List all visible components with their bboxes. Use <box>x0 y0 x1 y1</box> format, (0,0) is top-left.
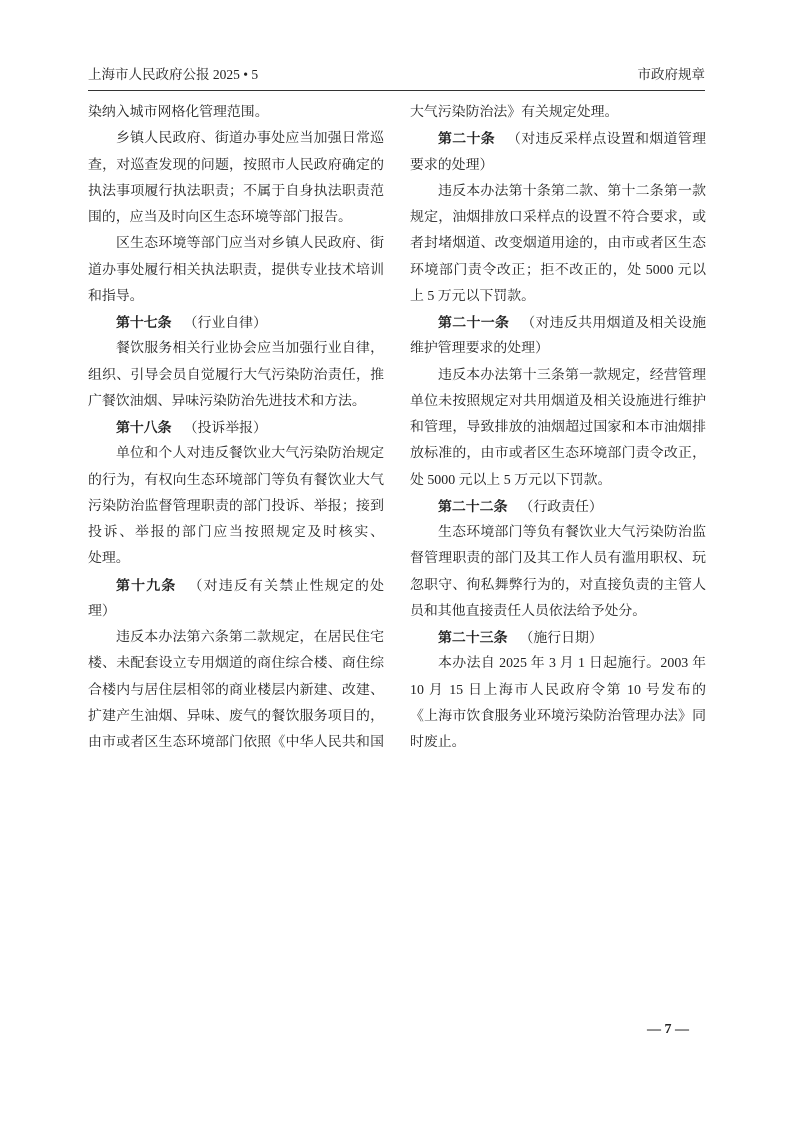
paragraph-line: 和指导。 <box>88 288 144 304</box>
page-number: — 7 — <box>647 1022 689 1037</box>
page-header <box>88 66 705 84</box>
article-title-continued: 要求的处理） <box>410 157 494 173</box>
paragraph-line: 的行为，有权向生态环境部门等负有餐饮业大气 <box>88 472 384 488</box>
paragraph-line: 生态环境部门等负有餐饮业大气污染防治监 <box>438 525 706 540</box>
article-title: （行业自律） <box>183 316 267 331</box>
paragraph-line: 餐饮服务相关行业协会应当加强行业自律， <box>116 341 384 357</box>
paragraph-line: 《上海市饮食服务业环境污染防治管理办法》同 <box>410 708 706 724</box>
paragraph-line: 违反本办法第六条第二款规定，在居民住宅 <box>116 630 384 645</box>
paragraph-line: 规定，油烟排放口采样点的设置不符合要求，或 <box>410 210 706 225</box>
article-number: 第十七条 <box>116 315 172 331</box>
article-heading <box>88 415 384 441</box>
paragraph-line: 执法事项履行执法职责；不属于自身执法职责范 <box>88 183 384 199</box>
paragraph-line: 和管理，导致排放的油烟超过国家和本市油烟排 <box>410 420 706 435</box>
paragraph-line: 10 月 15 日上海市人民政府令第 10 号发布的 <box>410 682 706 698</box>
paragraph-line: 员和其他直接责任人员依法给予处分。 <box>410 603 647 619</box>
paragraph <box>88 441 384 572</box>
paragraph <box>410 100 706 126</box>
paragraph <box>88 625 384 756</box>
paragraph-line: 环境部门责令改正；拒不改正的，处 5000 元以 <box>410 262 706 278</box>
paragraph-line: 大气污染防治法》有关规定处理。 <box>410 105 619 120</box>
paragraph <box>88 231 384 310</box>
paragraph-line: 投诉、举报的部门应当按照规定及时核实、 <box>88 525 384 540</box>
article-title: （对违反共用烟道及相关设施 <box>521 316 706 331</box>
header-rule <box>88 90 705 91</box>
article-number: 第十八条 <box>116 420 172 436</box>
paragraph-line: 处 5000 元以上 5 万元以下罚款。 <box>410 472 612 488</box>
paragraph <box>88 126 384 231</box>
article-title: （行政责任） <box>519 499 603 515</box>
paragraph-line: 违反本办法第十三条第一款规定，经营管理 <box>438 367 706 383</box>
paragraph-line: 处理。 <box>88 551 130 567</box>
paragraph-line: 单位和个人对违反餐饮业大气污染防治规定 <box>116 446 384 462</box>
paragraph-line: 道办事处履行相关执法职责，提供专业技术培训 <box>88 262 384 278</box>
paragraph <box>410 179 706 310</box>
paragraph-line: 乡镇人民政府、街道办事处应当加强日常巡 <box>116 131 384 147</box>
paragraph-line: 污染防治监督管理职责的部门投诉、举报；接到 <box>88 498 384 514</box>
article-number: 第十九条 <box>116 577 177 594</box>
article-heading <box>88 310 384 336</box>
article-heading <box>410 625 706 651</box>
article-title: （投诉举报） <box>183 421 267 436</box>
paragraph <box>410 651 706 756</box>
paragraph-line: 放标准的，由市或者区生态环境部门责令改正， <box>410 446 706 462</box>
paragraph-line: 组织、引导会员自觉履行大气污染防治责任，推 <box>88 367 384 383</box>
paragraph-line: 者封堵烟道、改变烟道用途的，由市或者区生态 <box>410 236 706 252</box>
paragraph-line: 楼、未配套设立专用烟道的商住综合楼、商住综 <box>88 656 384 672</box>
article-number: 第二十一条 <box>438 315 510 331</box>
paragraph <box>410 363 706 494</box>
paragraph-line: 查，对巡查发现的问题，按照市人民政府确定的 <box>88 157 384 173</box>
article-number: 第二十二条 <box>438 498 508 515</box>
paragraph-line: 染纳入城市网格化管理范围。 <box>88 105 269 120</box>
paragraph <box>88 336 384 415</box>
article-heading <box>410 310 706 336</box>
paragraph-line: 区生态环境等部门应当对乡镇人民政府、街 <box>116 236 384 252</box>
article-number: 第二十三条 <box>438 630 508 646</box>
article-title-continued: 维护管理要求的处理） <box>410 341 549 357</box>
paragraph-line: 合楼内与居住层相邻的商业楼层内新建、改建、 <box>88 682 384 698</box>
article-title: （施行日期） <box>519 631 603 646</box>
article-heading <box>410 126 706 152</box>
paragraph <box>410 520 706 625</box>
right-column <box>410 100 706 756</box>
paragraph-line: 围的，应当及时向区生态环境等部门报告。 <box>88 210 352 225</box>
gazette-title: 上海市人民政府公报 2025 • 5 <box>88 67 259 82</box>
paragraph-line: 由市或者区生态环境部门依照《中华人民共和国 <box>88 735 384 750</box>
section-name: 市政府规章 <box>637 67 705 82</box>
article-title-continued: 理） <box>88 603 116 619</box>
article-heading <box>88 573 384 599</box>
paragraph <box>88 100 384 126</box>
article-title: （对违反采样点设置和烟道管理 <box>506 132 706 148</box>
paragraph-line: 扩建产生油烟、异味、废气的餐饮服务项目的， <box>88 708 384 724</box>
left-column <box>88 100 384 756</box>
paragraph-line: 上 5 万元以下罚款。 <box>410 288 536 304</box>
paragraph-line: 时废止。 <box>410 735 466 750</box>
paragraph-line: 违反本办法第十条第二款、第十二条第一款 <box>438 183 706 199</box>
article-title: （对违反有关禁止性规定的处 <box>188 578 384 594</box>
article-number: 第二十条 <box>438 131 495 148</box>
article-heading <box>410 494 706 520</box>
paragraph-line: 广餐饮油烟、异味污染防治先进技术和方法。 <box>88 393 366 409</box>
paragraph-line: 本办法自 2025 年 3 月 1 日起施行。2003 年 <box>438 656 706 672</box>
paragraph-line: 督管理职责的部门及其工作人员有滥用职权、玩 <box>410 551 706 567</box>
paragraph-line: 忽职守、徇私舞弊行为的，对直接负责的主管人 <box>410 577 706 593</box>
paragraph-line: 单位未按照规定对共用烟道及相关设施进行维护 <box>410 393 706 409</box>
